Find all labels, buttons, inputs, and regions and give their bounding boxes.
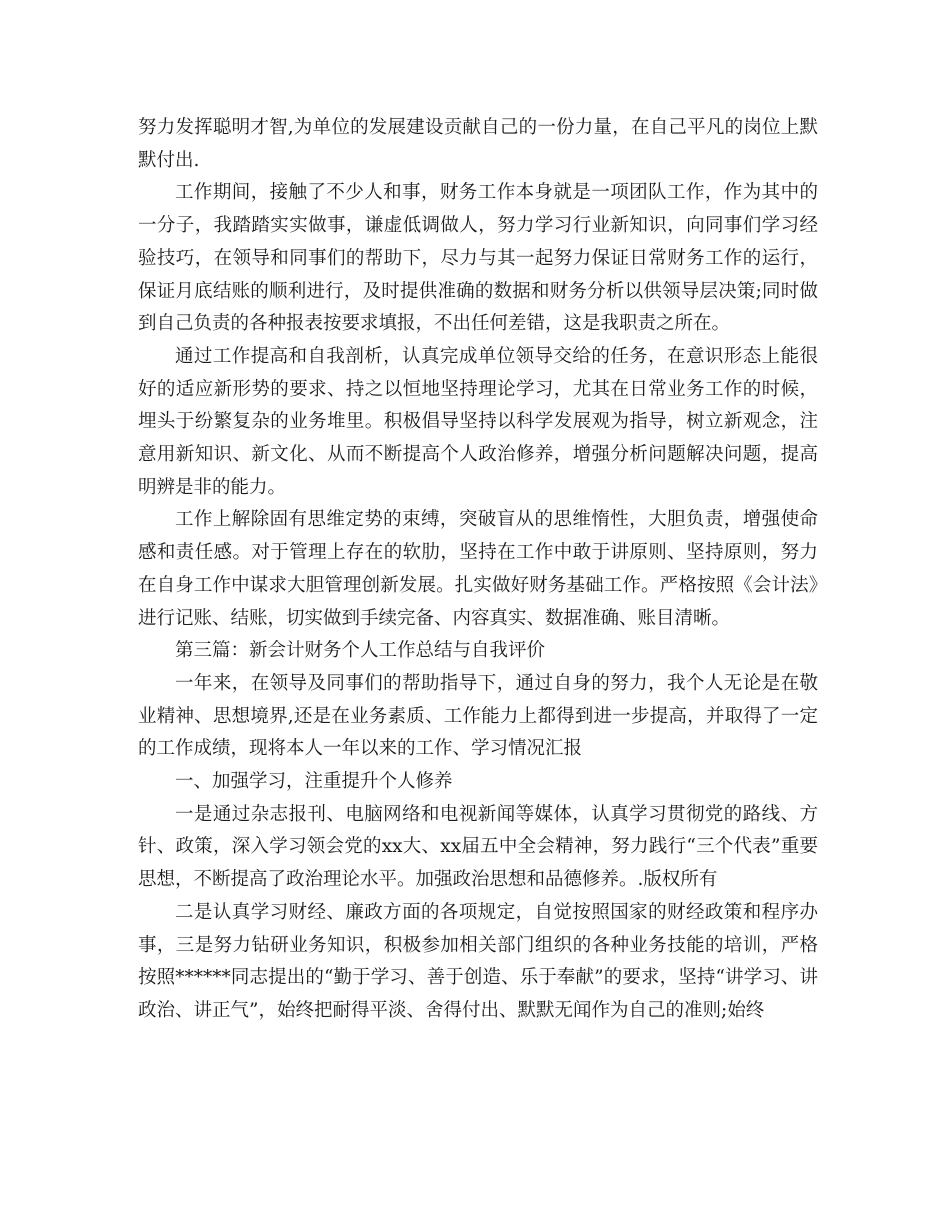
document-body xyxy=(138,112,818,1028)
subheading-1: 一、加强学习，注重提升个人修养 xyxy=(175,771,453,793)
paragraph-4: 工作上解除固有思维定势的束缚，突破盲从的思维惰性，大胆负责，增强使命感和责任感。对于管理上存在的软肋，坚持在工作中敢于讲原则、坚持原则，努力在自身工作中谋求大胆管理创新发展。扎实做好财务基础工作。严格按照《会计法》进行记账、结账，切实做到手续完备、内容真实、数据准确、账目清晰。 xyxy=(138,509,818,629)
paragraph-2: 工作期间，接触了不少人和事，财务工作本身就是一项团队工作，作为其中的一分子，我踏踏实实做事，谦虚低调做人，努力学习行业新知识，向同事们学习经验技巧，在领导和同事们的帮助下，尽力与其一起努力保证日常财务工作的运行，保证月底结账的顺利进行，及时提供准确的数据和财务分析以供领导层决策;同时做到自己负责的各种报表按要求填报，不出任何差错，这是我职责之所在。 xyxy=(138,182,818,335)
paragraph-3: 通过工作提高和自我剖析，认真完成单位领导交给的任务，在意识形态上能很好的适应新形势的要求、持之以恒地坚持理论学习，尤其在日常业务工作的时候，埋头于纷繁复杂的业务堆里。积极倡导坚持以科学发展观为指导，树立新观念，注意用新知识、新文化、从而不断提高个人政治修养，增强分析问题解决问题，提高明辨是非的能力。 xyxy=(138,345,818,498)
paragraph-5: 一年来，在领导及同事们的帮助指导下，通过自身的努力，我个人无论是在敬业精神、思想境界,还是在业务素质、工作能力上都得到进一步提高，并取得了一定的工作成绩，现将本人一年以来的工作、学习情况汇报 xyxy=(138,672,818,760)
section-heading: 第三篇：新会计财务个人工作总结与自我评价 xyxy=(175,640,546,662)
paragraph-7: 二是认真学习财经、廉政方面的各项规定，自觉按照国家的财经政策和程序办事，三是努力钻研业务知识，积极参加相关部门组织的各种业务技能的培训，严格按照******同志提出的“勤于学习、善于创造、乐于奉献”的要求，坚持“讲学习、讲政治、讲正气”，始终把耐得平淡、舍得付出、默默无闻作为自己的准则;始终 xyxy=(138,901,818,1021)
paragraph-1: 努力发挥聪明才智,为单位的发展建设贡献自己的一份力量，在自己平凡的岗位上默默付出. xyxy=(138,117,818,171)
paragraph-6: 一是通过杂志报刊、电脑网络和电视新闻等媒体，认真学习贯彻党的路线、方针、政策，深入学习领会党的xx大、xx届五中全会精神，努力践行“三个代表”重要思想，不断提高了政治理论水平。加强政治思想和品德修养。.版权所有 xyxy=(138,803,818,891)
